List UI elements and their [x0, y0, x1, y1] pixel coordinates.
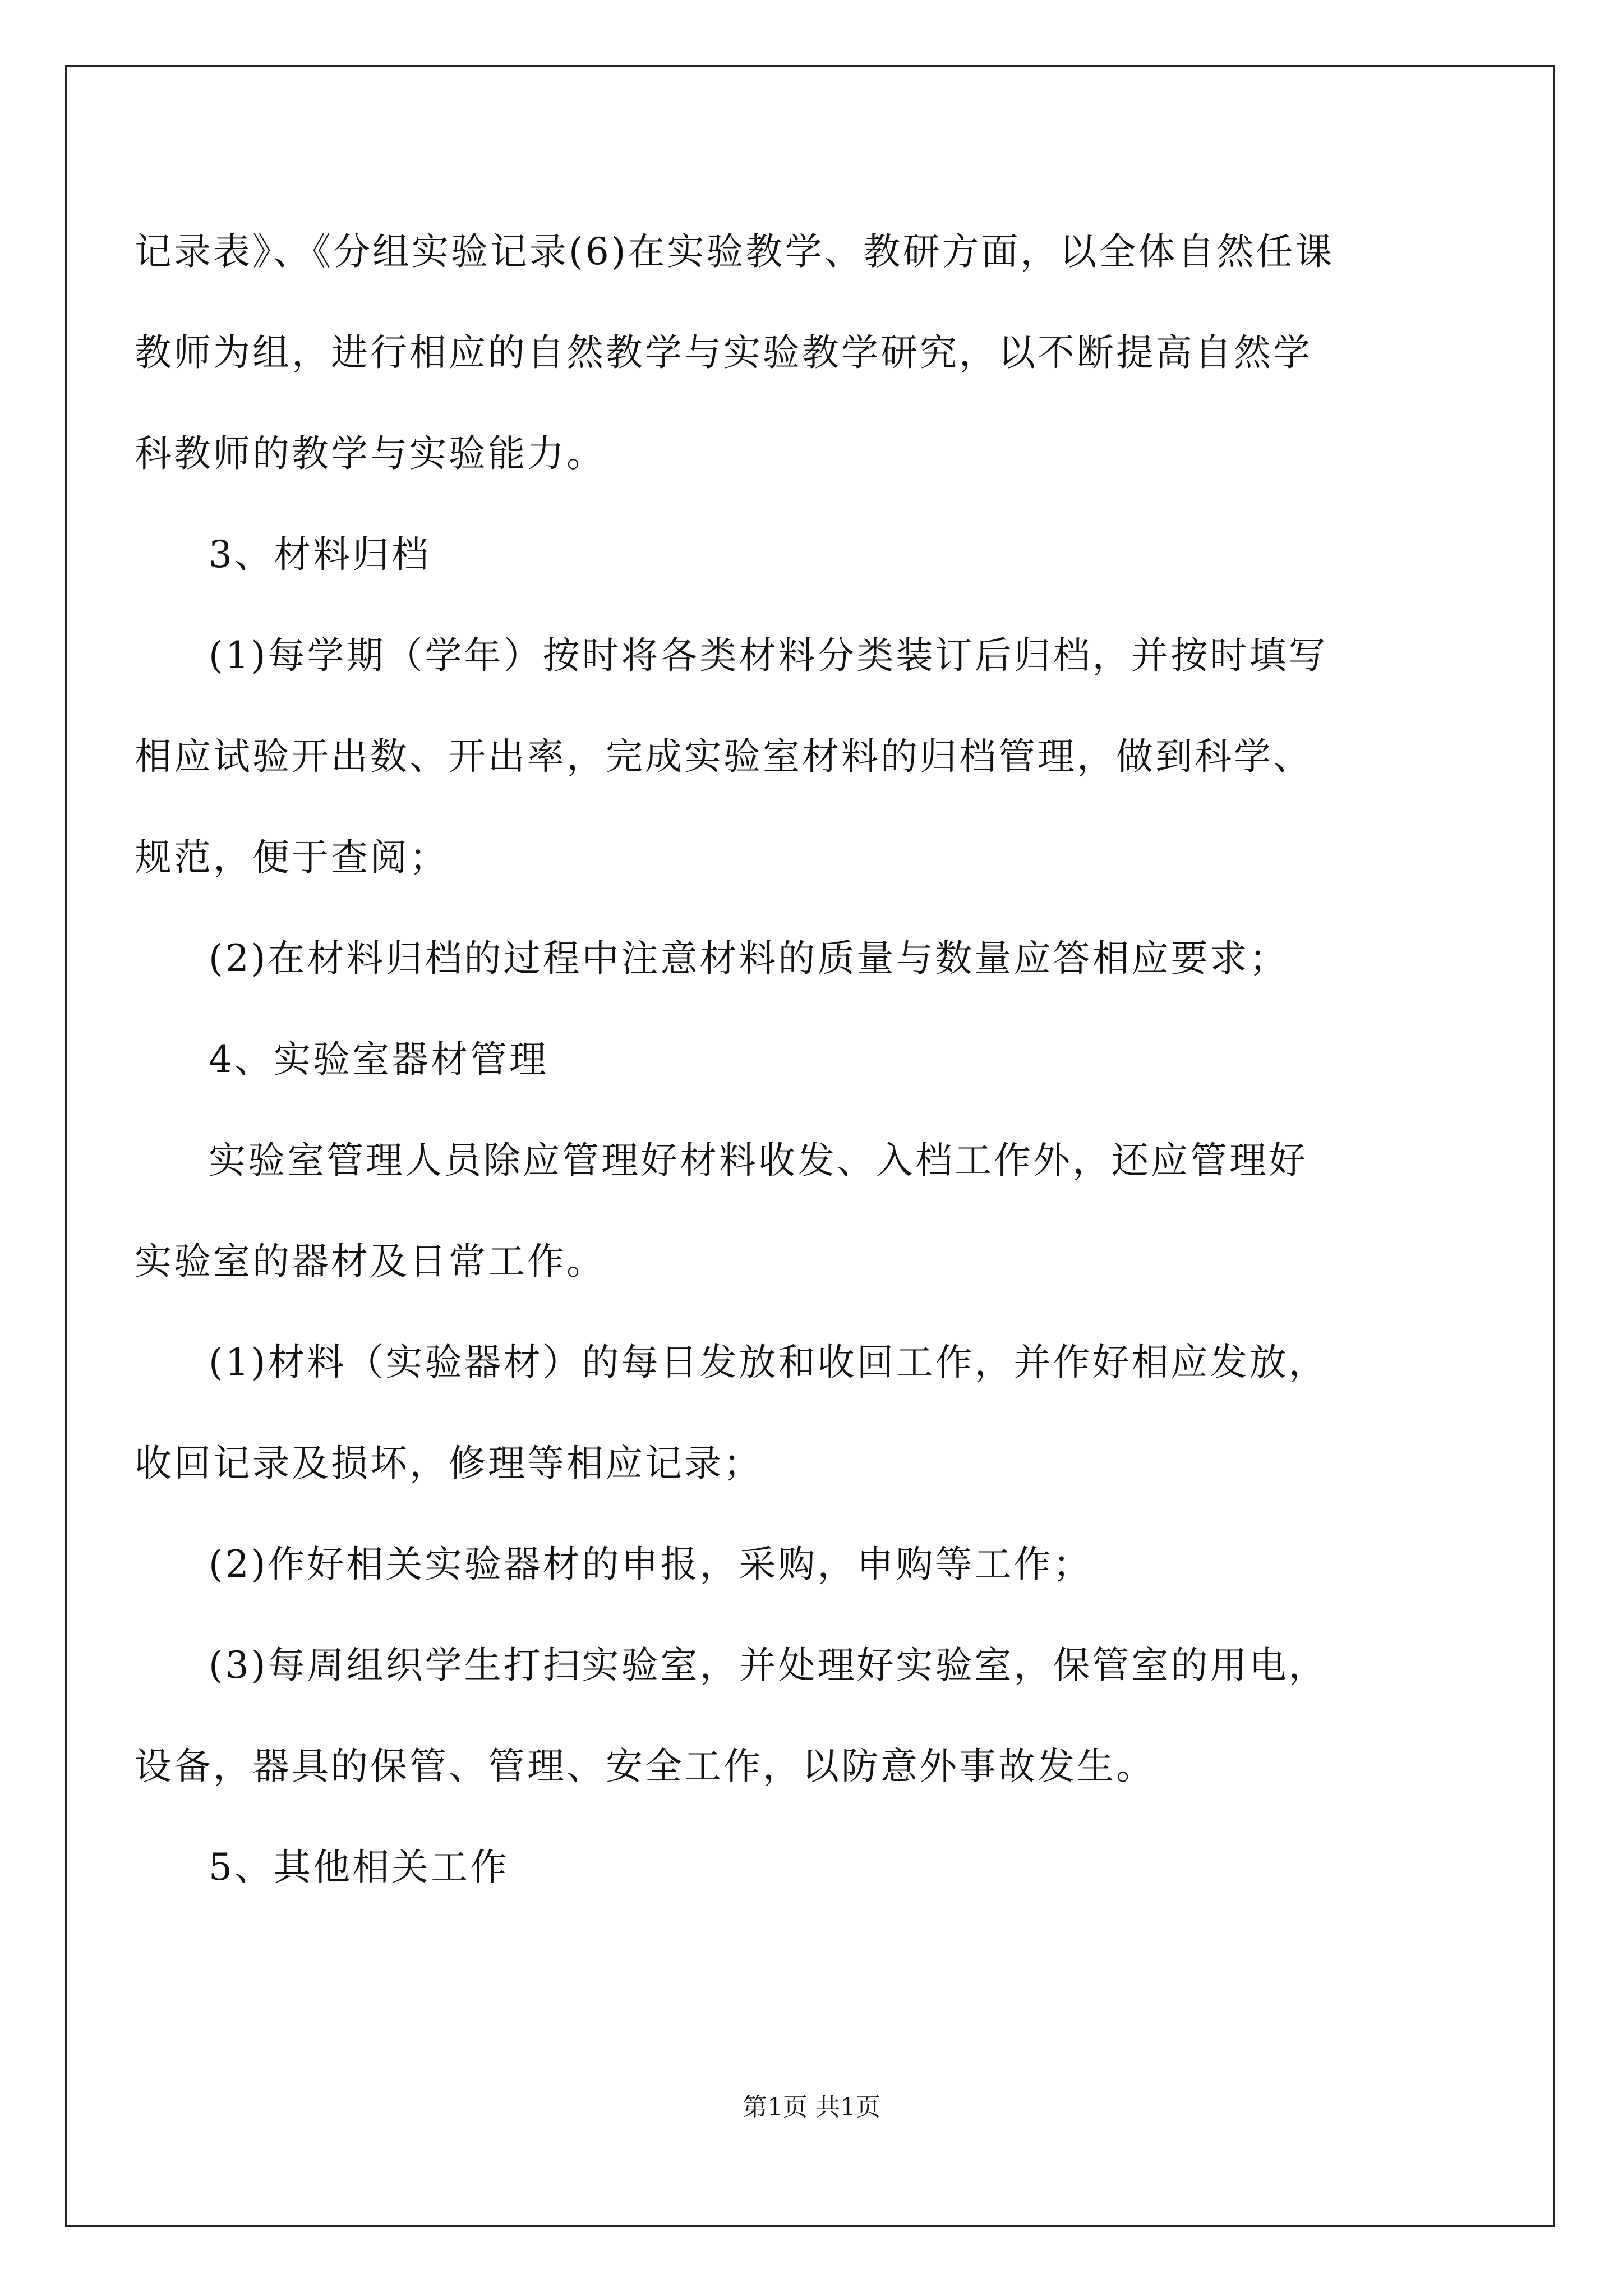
paragraph-line: (2)在材料归档的过程中注意材料的质量与数量应答相应要求； — [209, 937, 1289, 980]
paragraph-line: 科教师的教学与实验能力。 — [135, 432, 606, 475]
paragraph-line: (2)作好相关实验器材的申报，采购，申购等工作； — [209, 1543, 1092, 1586]
paragraph-line: 教师为组，进行相应的自然教学与实验教学研究，以不断提高自然学 — [135, 331, 1312, 374]
page-footer: 第1页 共1页 — [743, 2093, 880, 2122]
section-heading: 4、实验室器材管理 — [209, 1038, 548, 1081]
paragraph-line: 实验室管理人员除应管理好材料收发、入档工作外，还应管理好 — [209, 1139, 1308, 1182]
paragraph-line: 设备，器具的保管、管理、安全工作，以防意外事故发生。 — [135, 1745, 1155, 1788]
paragraph-line: 记录表》、《分组实验记录(6)在实验教学、教研方面，以全体自然任课 — [135, 230, 1335, 273]
paragraph-line: 收回记录及损坏，修理等相应记录； — [135, 1442, 763, 1485]
paragraph-line: 规范，便于查阅； — [135, 836, 449, 879]
paragraph-line: 相应试验开出数、开出率，完成实验室材料的归档管理，做到科学、 — [135, 735, 1312, 778]
section-heading: 3、材料归档 — [209, 533, 431, 576]
paragraph-line: (1)每学期（学年）按时将各类材料分类装订后归档，并按时填写 — [209, 634, 1328, 677]
section-heading: 5、其他相关工作 — [209, 1846, 509, 1889]
paragraph-line: 实验室的器材及日常工作。 — [135, 1240, 606, 1283]
paragraph-line: (1)材料（实验器材）的每日发放和收回工作，并作好相应发放， — [209, 1341, 1328, 1384]
paragraph-line: (3)每周组织学生打扫实验室，并处理好实验室，保管室的用电， — [209, 1644, 1328, 1687]
